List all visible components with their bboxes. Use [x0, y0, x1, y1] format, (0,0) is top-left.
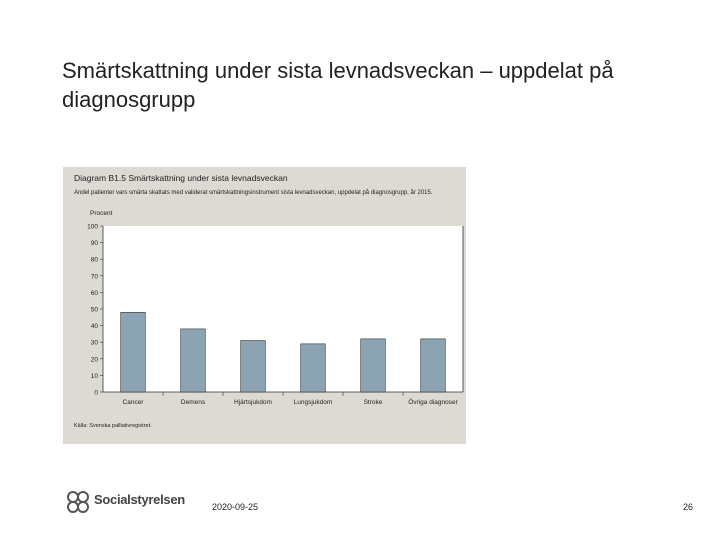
x-tick-label: Hjärtsjukdom	[234, 399, 272, 406]
socialstyrelsen-logo	[64, 488, 184, 516]
bar	[421, 339, 446, 392]
y-tick-label: 50	[90, 306, 98, 314]
page-number: 26	[683, 502, 694, 512]
y-tick-label: 0	[94, 389, 98, 397]
footer-date: 2020-09-25	[212, 502, 259, 512]
slide-title: Smärtskattning under sista levnadsveckan – uppdelat på diagnosgrupp	[62, 58, 614, 112]
bar	[241, 341, 266, 392]
x-tick-label: Övriga diagnoser	[408, 399, 458, 406]
logo-text: Socialstyrelsen	[94, 492, 185, 507]
bar	[181, 329, 206, 392]
bar	[121, 312, 146, 392]
y-tick-label: 40	[90, 323, 98, 331]
y-tick-label: 90	[90, 240, 98, 248]
y-tick-label: 30	[90, 339, 98, 347]
x-tick-label: Demens	[180, 399, 206, 406]
y-tick-label: 60	[90, 289, 98, 297]
y-tick-label: 20	[90, 356, 98, 364]
y-tick-label: 100	[87, 223, 98, 231]
bar	[301, 344, 326, 392]
x-tick-label: Cancer	[122, 399, 144, 406]
logo-mark-icon	[64, 488, 92, 516]
x-tick-label: Lungsjukdom	[293, 399, 333, 406]
chart-panel	[63, 167, 466, 444]
x-tick-label: Stroke	[363, 399, 383, 406]
y-tick-label: 10	[90, 372, 98, 380]
bar	[361, 339, 386, 392]
bar-chart	[63, 167, 466, 444]
plot-area	[103, 226, 463, 392]
chart-source: Källa: Svenska palliativregistret.	[74, 423, 152, 429]
y-tick-label: 70	[90, 273, 98, 281]
y-tick-label: 80	[90, 256, 98, 264]
chart-subtitle: Andel patienter vars smärta skattats med validerat smärtskattningsinstrument sista levnadsveckan, uppdelat på diagnosgrupp, år 2015.	[74, 190, 433, 196]
y-axis-label: Procent	[90, 210, 113, 217]
chart-title: Diagram B1.5 Smärtskattning under sista levnadsveckan	[74, 173, 288, 183]
